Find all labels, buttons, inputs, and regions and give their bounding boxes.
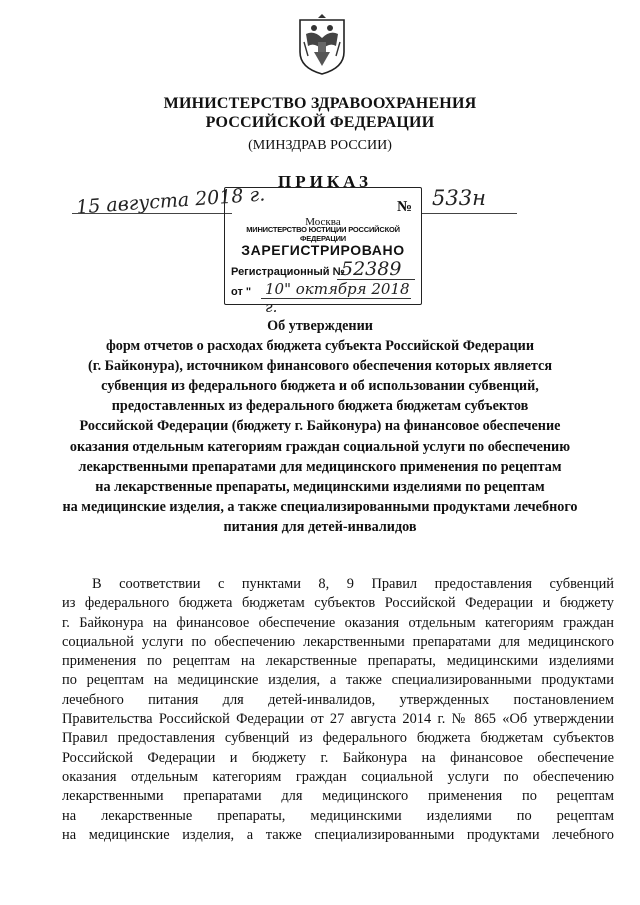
ministry-short-name: (МИНЗДРАВ РОССИИ) — [248, 138, 392, 153]
ministry-name-line1: МИНИСТЕРСТВО ЗДРАВООХРАНЕНИЯ — [163, 95, 477, 112]
date-underline — [72, 213, 232, 214]
order-number-sign: № — [397, 199, 413, 215]
ministry-name-line2: РОССИЙСКОЙ ФЕДЕРАЦИИ — [205, 114, 435, 131]
body-line: лекарственными препаратами для медицинского применения по рецептам — [62, 788, 614, 805]
order-type-heading: ПРИКАЗ — [278, 172, 372, 191]
order-number-handwritten: 533н — [432, 186, 486, 210]
body-line: оказания отдельным категориям граждан социальной услуги по обеспечению — [62, 768, 614, 785]
body-line: Правил предоставления субвенций из федерального бюджета бюджетам субъектов — [62, 730, 614, 747]
body-line: В соответствии с пунктами 8, 9 Правил предоставления субвенций — [92, 576, 614, 592]
title-line: Российской Федерации (бюджету г. Байконура) на финансовое обеспечение — [79, 418, 561, 435]
title-line: лекарственными препаратами для медицинского применения по рецептам — [78, 458, 562, 475]
stamp-date-label: от " — [231, 286, 252, 298]
number-underline — [422, 213, 517, 214]
title-line: Об утверждении — [267, 318, 373, 334]
stamp-registered: ЗАРЕГИСТРИРОВАНО — [241, 242, 405, 258]
title-line: форм отчетов о расходах бюджета субъекта Российской Федерации — [105, 338, 535, 355]
body-line: Правительства Российской Федерации от 27 августа 2014 г. № 865 «Об утверждении — [62, 711, 614, 728]
body-line: г. Байконура на финансовое обеспечение оказания отдельным категориям граждан — [62, 614, 614, 631]
stamp-city: Москва — [305, 216, 341, 228]
order-body-paragraph — [62, 575, 614, 845]
title-line: на медицинские изделия, а также специализированными продуктами лечебного — [62, 498, 578, 515]
body-line: Российской Федерации и бюджету г. Байконура на финансовое обеспечение — [62, 749, 614, 766]
body-line: применения по рецептам на лекарственные препараты, медицинскими изделиями — [62, 653, 614, 670]
order-date-handwritten: 15 августа 2018 г. — [75, 183, 266, 219]
title-line: предоставленных из федерального бюджета бюджетам субъектов — [111, 398, 529, 415]
title-line: оказания отдельным категориям граждан социальной услуги по обеспечению — [69, 438, 571, 455]
title-line: на лекарственные препараты, медицинскими изделиями по рецептам — [95, 478, 545, 495]
registration-stamp — [224, 187, 422, 316]
order-title — [40, 316, 600, 537]
body-line: на лекарственные препараты, медицинскими изделиями по рецептам — [62, 807, 614, 824]
title-line: (г. Байконура), источником финансового обеспечения которых является — [88, 358, 552, 375]
stamp-reg-number-value: 52389 — [341, 258, 402, 280]
stamp-reg-number-label: Регистрационный № — [231, 266, 345, 278]
stamp-ministry: МИНИСТЕРСТВО ЮСТИЦИИ РОССИЙСКОЙ ФЕДЕРАЦИИ — [246, 225, 400, 243]
body-line: на медицинские изделия, а также специализированными продуктами лечебного — [62, 826, 614, 843]
stamp-date-value: 10" октября 2018 г. — [265, 280, 410, 316]
body-line: социальной услуги по обеспечению лекарственными препаратами для медицинского — [62, 633, 614, 650]
stamp-underline — [261, 298, 411, 299]
body-line: из федерального бюджета бюджетам субъектов Российской Федерации и бюджету — [62, 595, 614, 612]
title-line: субвенция из федерального бюджета и об использовании субвенций, — [101, 378, 539, 395]
body-line: лечебного питания для детей-инвалидов, утвержденных постановлением — [62, 691, 614, 708]
body-line: по рецептам на медицинские изделия, а также специализированными продуктами — [62, 672, 614, 689]
coat-of-arms-icon — [296, 12, 348, 76]
title-line: питания для детей-инвалидов — [223, 518, 417, 535]
